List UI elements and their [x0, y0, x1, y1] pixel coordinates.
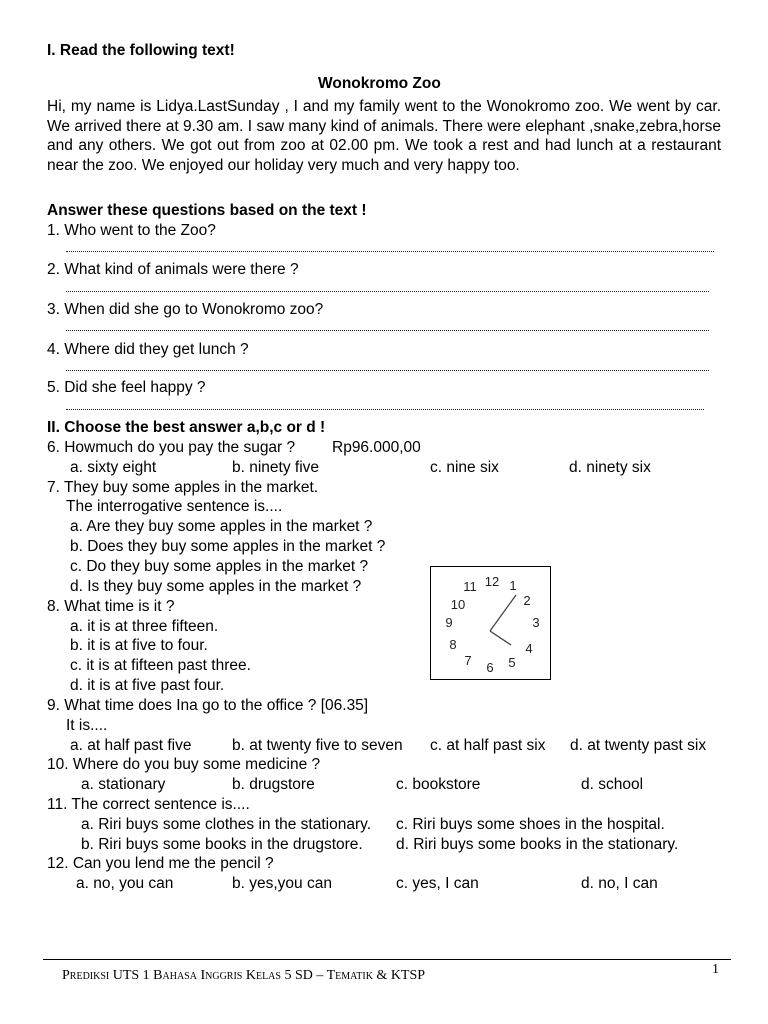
essay-question-5: 5. Did she feel happy ?: [47, 379, 206, 396]
q6-price: Rp96.000,00: [332, 439, 421, 456]
q9-option-b: b. at twenty five to seven: [232, 737, 403, 754]
footer-divider: [43, 959, 731, 960]
answer-line-1[interactable]: [66, 251, 714, 252]
clock-hand-minute: [490, 595, 516, 631]
q11-option-b: b. Riri buys some books in the drugstore.: [81, 836, 363, 853]
answer-line-3[interactable]: [66, 330, 709, 331]
q9-option-c: c. at half past six: [430, 737, 546, 754]
q12-option-a: a. no, you can: [76, 875, 174, 892]
q7-option-d: d. Is they buy some apples in the market ?: [70, 578, 362, 595]
q12-option-b: b. yes,you can: [232, 875, 332, 892]
essay-question-1: 1. Who went to the Zoo?: [47, 222, 216, 239]
footer-text: Prediksi UTS 1 Bahasa Inggris Kelas 5 SD – Tematik & KTSP: [62, 968, 426, 983]
q10-option-a: a. stationary: [81, 776, 166, 793]
q9-option-d: d. at twenty past six: [570, 737, 707, 754]
answer-instruction: Answer these questions based on the text !: [47, 202, 367, 219]
q11-option-a: a. Riri buys some clothes in the stationary.: [81, 816, 372, 833]
clock-hand-hour: [490, 631, 511, 645]
q8-question: 8. What time is it ?: [47, 598, 175, 615]
answer-line-2[interactable]: [66, 291, 709, 292]
essay-question-2: 2. What kind of animals were there ?: [47, 261, 299, 278]
answer-line-4[interactable]: [66, 370, 709, 371]
q7-question-2: The interrogative sentence is....: [66, 498, 283, 515]
section1-heading: I. Read the following text!: [47, 42, 235, 59]
clock-numeral-5: 5: [508, 655, 516, 670]
q11-option-c: c. Riri buys some shoes in the hospital.: [396, 816, 665, 833]
q10-option-d: d. school: [581, 776, 644, 793]
essay-question-4: 4. Where did they get lunch ?: [47, 341, 249, 358]
q12-option-d: d. no, I can: [581, 875, 658, 892]
q7-option-b: b. Does they buy some apples in the market ?: [70, 538, 386, 555]
clock-numeral-4: 4: [525, 641, 533, 656]
q12-option-c: c. yes, I can: [396, 875, 479, 892]
q9-option-a: a. at half past five: [70, 737, 192, 754]
clock-numeral-12: 12: [484, 574, 500, 589]
clock-numeral-7: 7: [464, 653, 472, 668]
q12-question: 12. Can you lend me the pencil ?: [47, 855, 274, 872]
q9-question-2: It is....: [66, 717, 108, 734]
q7-option-c: c. Do they buy some apples in the market ?: [70, 558, 369, 575]
q8-option-a: a. it is at three fifteen.: [70, 618, 219, 635]
clock-face: [431, 567, 550, 679]
clock-numeral-3: 3: [532, 615, 540, 630]
clock-numeral-10: 10: [450, 597, 466, 612]
clock-figure: [430, 566, 551, 680]
section2-heading: II. Choose the best answer a,b,c or d !: [47, 419, 326, 436]
q7-option-a: a. Are they buy some apples in the market ?: [70, 518, 373, 535]
q10-question: 10. Where do you buy some medicine ?: [47, 756, 321, 773]
page-number: 1: [712, 962, 719, 977]
text-title: Wonokromo Zoo: [318, 75, 441, 92]
clock-numeral-8: 8: [449, 637, 457, 652]
q6-option-b: b. ninety five: [232, 459, 320, 476]
q6-option-a: a. sixty eight: [70, 459, 157, 476]
answer-line-5[interactable]: [66, 409, 704, 410]
q11-option-d: d. Riri buys some books in the stationary.: [396, 836, 679, 853]
q10-option-b: b. drugstore: [232, 776, 315, 793]
q7-question: 7. They buy some apples in the market.: [47, 479, 319, 496]
clock-numeral-2: 2: [523, 593, 531, 608]
q11-question: 11. The correct sentence is....: [47, 796, 250, 813]
q9-question: 9. What time does Ina go to the office ? [06.35]: [47, 697, 369, 714]
clock-numeral-11: 11: [463, 579, 477, 594]
q6-question: 6. Howmuch do you pay the sugar ?: [47, 439, 296, 456]
q6-option-d: d. ninety six: [569, 459, 651, 476]
reading-paragraph: Hi, my name is Lidya.LastSunday , I and my family went to the Wonokromo zoo. We went by car. We arrived there at 9.30 am. I saw many kind of animals. There were elephant ,snake,zebra,horse and any others. We got out from zoo at 02.00 pm. We took a rest and had lunch at a restaurant near the zoo. We enjoyed our holiday very much and very happy too.: [47, 98, 721, 174]
q8-option-c: c. it is at fifteen past three.: [70, 657, 251, 674]
clock-numeral-6: 6: [486, 660, 494, 675]
q10-option-c: c. bookstore: [396, 776, 481, 793]
essay-question-3: 3. When did she go to Wonokromo zoo?: [47, 301, 324, 318]
q8-option-b: b. it is at five to four.: [70, 637, 208, 654]
q6-option-c: c. nine six: [430, 459, 499, 476]
clock-numeral-1: 1: [509, 578, 517, 593]
q8-option-d: d. it is at five past four.: [70, 677, 225, 694]
clock-numeral-9: 9: [445, 615, 453, 630]
